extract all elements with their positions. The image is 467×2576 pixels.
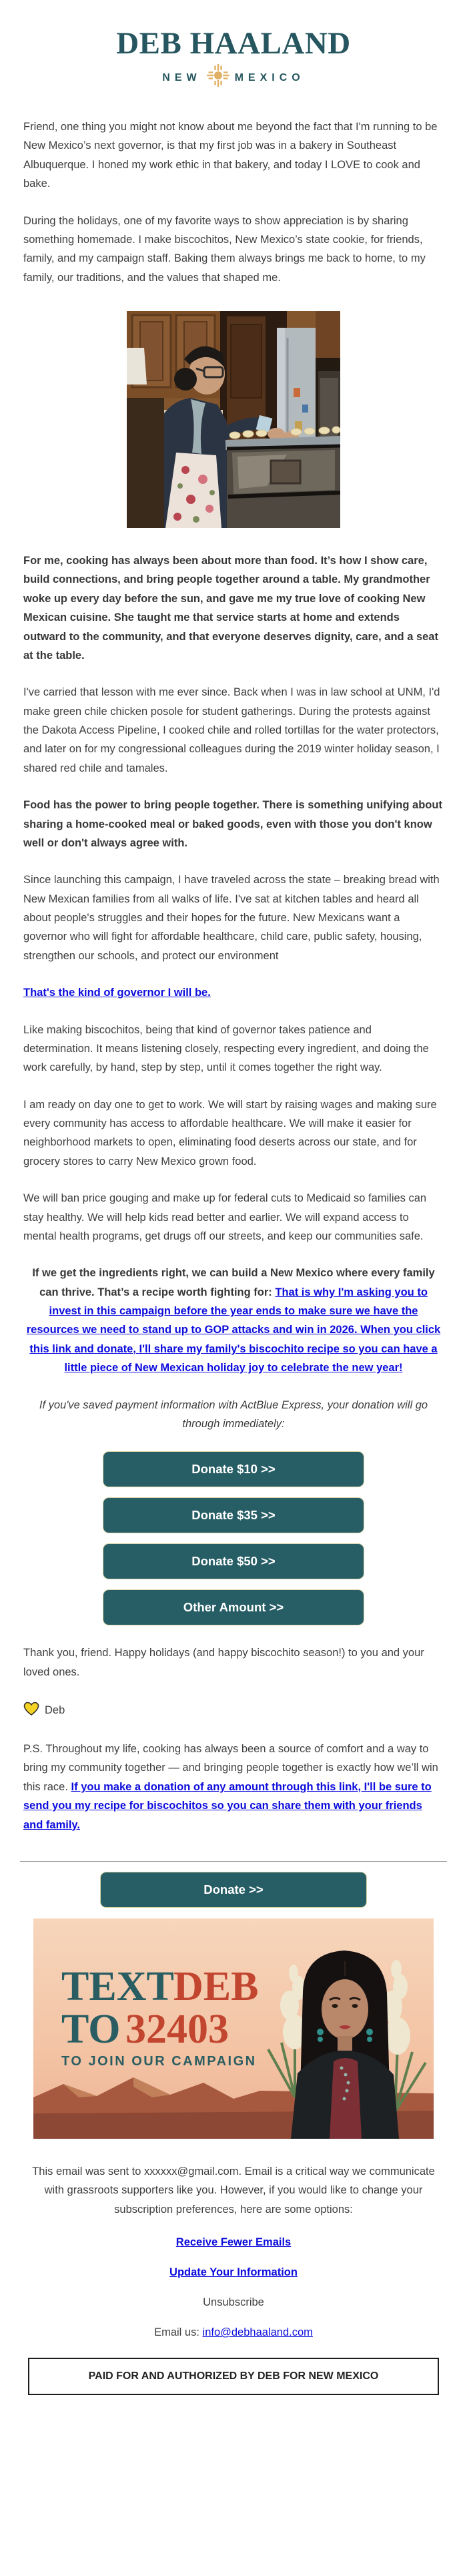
paragraph-more-than-food: For me, cooking has always been about more than food. It’s how I show care, build connections, and bring people together around a table. My grandmother woke up every day before the sun, and gave me my true love of cooking New Mexican cuisine. She taught me that service starts at home and extends outward to the community, and that everyone deserves dignity, care, and a seat at the table. (23, 555, 438, 662)
donate-10-button[interactable]: Donate $10 >> (103, 1451, 364, 1487)
paragraph-biscochitos-governor: Like making biscochitos, being that kind of governor takes patience and determination. It means listening closely, respecting every ingredient, and doing the work carefully, by hand, step by step, until it comes together the right way. (23, 1023, 429, 1074)
donate-appeal-link[interactable]: That is why I'm asking you to invest in this campaign before the year ends to make sure we have the resources we need to stand up to GOP attacks and win in 2026. When you click this link and donate, I'll share my family's biscochito recipe so you can have a little piece of New Mexican holiday joy to celebrate the new year! (26, 1286, 441, 1374)
logo-wordmark: DEB HAALAND (116, 26, 351, 61)
campaign-logo (0, 0, 467, 99)
signature-name: Deb (45, 1704, 65, 1716)
email-us-label: Email us: (154, 2326, 203, 2338)
paragraph-thanks: Thank you, friend. Happy holidays (and happy biscochito season!) to you and your loved ones. (23, 1647, 424, 1678)
donate-other-button[interactable]: Other Amount >> (103, 1589, 364, 1625)
ps-donate-link[interactable]: If you make a donation of any amount through this link, I'll be sure to send you my recipe for biscochitos so you can share them with your friends and family. (23, 1780, 432, 1831)
yellow-heart-icon (23, 1702, 39, 1720)
donate-35-button[interactable]: Donate $35 >> (103, 1497, 364, 1533)
signature-line (23, 1702, 444, 1720)
actblue-note: If you've saved payment information with ActBlue Express, your donation will go through immediately: (39, 1398, 428, 1430)
appeal-lead-text: If we get the ingredients right, we can build a New Mexico where every family can thrive. That’s a recipe worth fighting for: (32, 1267, 435, 1298)
paragraph-intro: Friend, one thing you might not know about me beyond the fact that I'm running to be New Mexico’s next governor, is that my first job was in a bakery in Southeast Albuquerque. I honed my work ethic in that bakery, and today I LOVE to cook and bake. (23, 121, 438, 190)
divider-line (20, 1861, 447, 1862)
text-deb-banner[interactable] (23, 1918, 444, 2142)
svg-text:DEB: DEB (173, 1963, 259, 2009)
ps-lead-text: P.S. Throughout my life, cooking has always been a source of comfort and a way to bring my community together — and bringing people together is exactly how we’ll win this race. (23, 1743, 438, 1793)
paragraph-campaign-travel: Since launching this campaign, I have traveled across the state – breaking bread with New Mexican families from all walks of life. I've sat at kitchen tables and heard all about people's struggles and their hopes for the future. New Mexicans want a governor who will fight for affordable healthcare, child care, public safety, housing, strengthen our schools, and protect our environment (23, 874, 440, 962)
receive-fewer-emails-link[interactable]: Receive Fewer Emails (175, 2236, 292, 2248)
svg-text:TO JOIN OUR CAMPAIGN: TO JOIN OUR CAMPAIGN (61, 2053, 257, 2069)
donate-button[interactable]: Donate >> (100, 1872, 367, 1908)
logo-subtitle-mexico: MEXICO (234, 71, 305, 83)
logo-subtitle-new: NEW (162, 71, 201, 83)
paragraph-price-gouging: We will ban price gouging and make up for federal cuts to Medicaid so families can stay healthy. We will help kids read better and earlier. We will expand access to mental health programs, get drugs off our streets, and keep our communities safe. (23, 1192, 427, 1242)
svg-text:TO: TO (61, 2006, 121, 2052)
paragraph-appeal (23, 1264, 444, 1377)
email-us-link[interactable]: info@debhaaland.com (202, 2326, 313, 2338)
svg-text:32403: 32403 (125, 2006, 229, 2052)
paragraph-holidays: During the holidays, one of my favorite ways to show appreciation is by sharing something homemade. I make biscochitos, New Mexico’s state cookie, for friends, family, and my campaign staff. Baking them always brings me back to home, to my family, our traditions, and the values that shaped me. (23, 214, 426, 284)
donate-50-button[interactable]: Donate $50 >> (103, 1543, 364, 1579)
email-us-line (23, 2326, 444, 2339)
kitchen-photo (23, 311, 444, 531)
unsubscribe-link[interactable]: Unsubscribe (203, 2296, 264, 2308)
governor-link[interactable]: That's the kind of governor I will be. (23, 987, 211, 999)
donate-button-group (23, 1451, 444, 1625)
paragraph-day-one: I am ready on day one to get to work. We will start by raising wages and making sure every community has access to affordable healthcare. We will make it easier for neighborhood markets to open, eliminating food deserts across our state, and for grocery stores to carry New Mexico grown food. (23, 1098, 437, 1168)
logo-subtitle (0, 64, 467, 90)
paragraph-food-power: Food has the power to bring people together. There is something unifying about sharing a home-cooked meal or baked goods, even with those you don't know well or don't always agree with. (23, 799, 442, 849)
paid-for-disclaimer: PAID FOR AND AUTHORIZED BY DEB FOR NEW MEXICO (28, 2358, 439, 2395)
paragraph-lesson: I've carried that lesson with me ever since. Back when I was in law school at UNM, I'd make green chile chicken posole for student gatherings. During the protests against the Dakota Access Pipeline, I cooked chile and rolled tortillas for the water protectors, and later on for my congressional colleagues during the 2019 winter holiday season, I shared red chile and tamales. (23, 686, 440, 774)
paragraph-ps (23, 1740, 444, 1834)
zia-sun-icon (207, 64, 229, 90)
update-information-link[interactable]: Update Your Information (169, 2266, 298, 2278)
banner-text-word: TEXT (61, 1963, 174, 2009)
deb-portrait (291, 1951, 399, 2139)
footer-sent-note: This email was sent to xxxxxx@gmail.com. Email is a critical way we communicate with grassroots supporters like you. However, if you would like to change your subscription preferences, here are some options: (32, 2165, 435, 2216)
